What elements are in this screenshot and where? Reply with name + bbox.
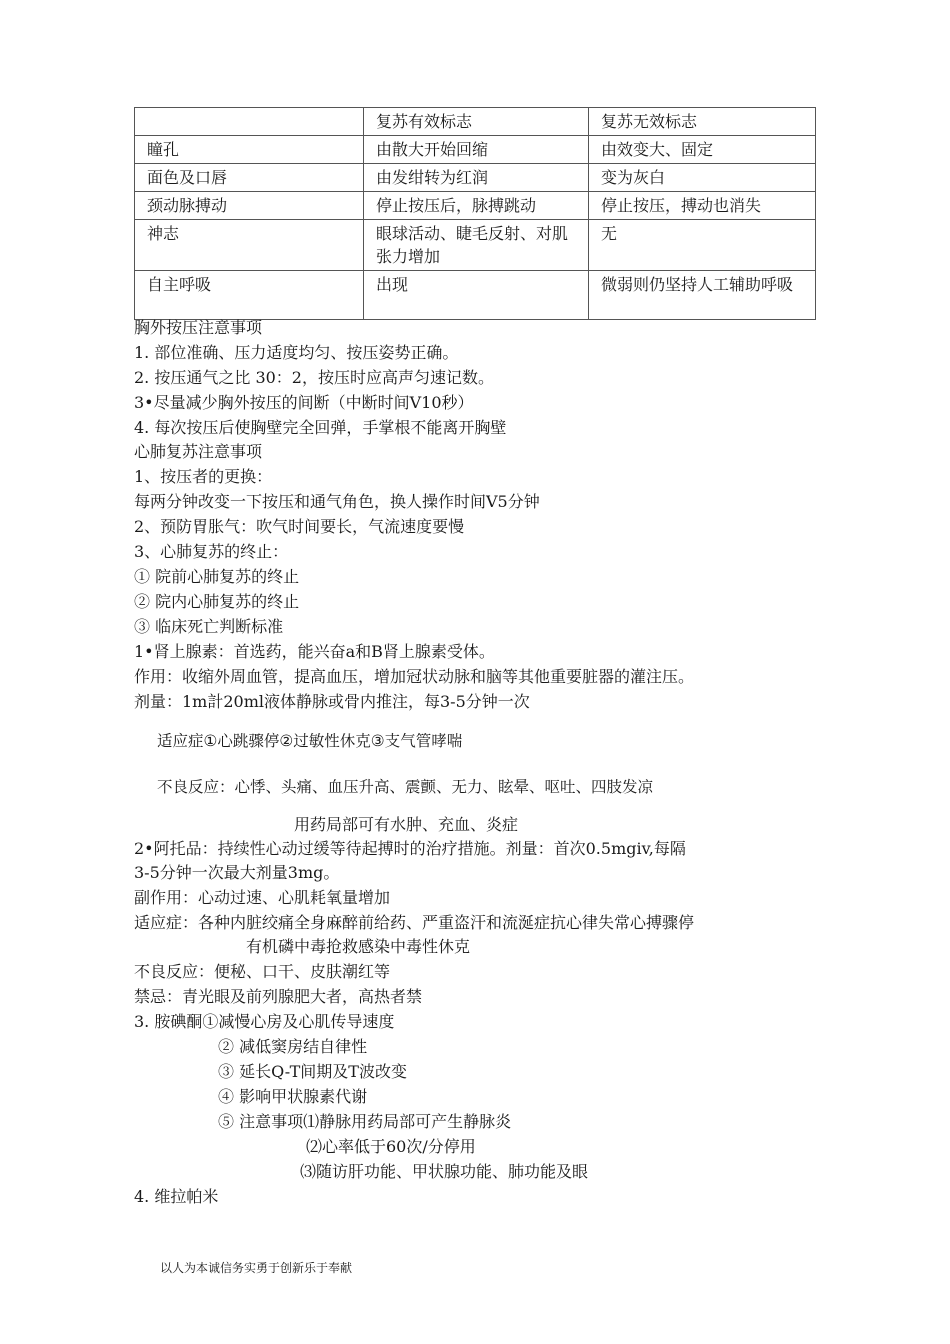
list-item: ⑤ 注意事项⑴静脉用药局部可产生静脉炎 xyxy=(218,1112,512,1131)
table-cell: 复苏有效标志 xyxy=(364,108,589,136)
table-cell: 颈动脉搏动 xyxy=(135,192,364,220)
table-cell: 由效变大、固定 xyxy=(589,136,816,164)
text-line: 用药局部可有水肿、充血、炎症 xyxy=(294,815,519,834)
text-line: 不良反应：心悸、头痛、血压升高、震颤、无力、眩晕、呕吐、四肢发凉 xyxy=(157,778,654,796)
list-item: ⑶随访肝功能、甲状腺功能、肺功能及眼 xyxy=(300,1162,589,1181)
text-line: 适应症：各种内脏绞痛全身麻醉前给药、严重盗汗和流涎症抗心律失常心搏骤停 xyxy=(134,913,695,932)
table-cell: 神志 xyxy=(135,220,364,271)
table-cell: 出现 xyxy=(364,271,589,320)
text-line: 3. 胺碘酮①减慢心房及心肌传导速度 xyxy=(134,1012,395,1031)
list-item: ⑵心率低于60次/分停用 xyxy=(306,1137,476,1156)
table-row xyxy=(135,136,816,164)
table-cell: 由发绀转为红润 xyxy=(364,164,589,192)
table-row xyxy=(135,192,816,220)
text-line: 2. 按压通气之比 30：2，按压时应高声匀速记数。 xyxy=(134,368,494,387)
text-line: 1•肾上腺素：首选药，能兴奋a和B肾上腺素受体。 xyxy=(134,642,495,661)
resuscitation-signs-table xyxy=(134,107,816,320)
table-cell: 变为灰白 xyxy=(589,164,816,192)
table-cell: 微弱则仍坚持人工辅助呼吸 xyxy=(589,271,816,320)
text-line: 1. 部位准确、压力适度均匀、按压姿势正确。 xyxy=(134,343,459,362)
list-item: ② 院内心肺复苏的终止 xyxy=(134,592,300,611)
table-cell: 面色及口唇 xyxy=(135,164,364,192)
text-line: 禁忌：青光眼及前列腺肥大者，高热者禁 xyxy=(134,987,423,1006)
page-footer: 以人为本诚信务实勇于创新乐于奉献 xyxy=(160,1261,353,1275)
list-item: ② 减低窦房结自律性 xyxy=(218,1037,368,1056)
table-cell: 瞳孔 xyxy=(135,136,364,164)
table-cell: 无 xyxy=(589,220,816,271)
table-cell: 停止按压，搏动也消失 xyxy=(589,192,816,220)
text-line: 2•阿托品：持续性心动过缓等待起搏时的治疗措施。剂量：首次0.5mgiv,每隔 xyxy=(134,839,686,858)
section-heading: 心肺复苏注意事项 xyxy=(134,442,263,461)
text-line: 3、心肺复苏的终止： xyxy=(134,542,289,561)
text-line: 适应症①心跳骤停②过敏性休克③支气管哮喘 xyxy=(157,732,463,750)
table-cell: 停止按压后，脉搏跳动 xyxy=(364,192,589,220)
list-item: ① 院前心肺复苏的终止 xyxy=(134,567,300,586)
text-line: 剂量：1m計20ml液体静脉或骨内推注，每3-5分钟一次 xyxy=(134,692,530,711)
table-cell: 眼球活动、睫毛反射、对肌张力增加 xyxy=(364,220,589,271)
table-header-row xyxy=(135,108,816,136)
text-line: 1、按压者的更换： xyxy=(134,467,273,486)
text-line: 2、预防胃胀气：吹气时间要长，气流速度要慢 xyxy=(134,517,465,536)
text-line: 副作用：心动过速、心肌耗氧量增加 xyxy=(134,888,391,907)
table-cell xyxy=(135,108,364,136)
section-heading: 胸外按压注意事项 xyxy=(134,318,263,337)
list-item: ③ 延长Q-T间期及T波改变 xyxy=(218,1062,407,1081)
text-line: 4. 每次按压后使胸壁完全回弹，手掌根不能离开胸壁 xyxy=(134,418,507,437)
table-cell: 由散大开始回缩 xyxy=(364,136,589,164)
list-item: ④ 影响甲状腺素代谢 xyxy=(218,1087,368,1106)
table-row xyxy=(135,164,816,192)
table-cell: 自主呼吸 xyxy=(135,271,364,320)
table-cell: 复苏无效标志 xyxy=(589,108,816,136)
text-line: 3-5分钟一次最大剂量3mg。 xyxy=(134,863,340,882)
text-line: 4. 维拉帕米 xyxy=(134,1187,219,1206)
text-line: 每两分钟改变一下按压和通气角色，换人操作时间V5分钟 xyxy=(134,492,540,511)
table-row xyxy=(135,271,816,320)
text-line: 作用：收缩外周血管，提高血压，增加冠状动脉和脑等其他重要脏器的灌注压。 xyxy=(134,667,695,686)
text-line: 3•尽量减少胸外按压的间断（中断时间V10秒） xyxy=(134,393,474,412)
table-row xyxy=(135,220,816,271)
list-item: ③ 临床死亡判断标准 xyxy=(134,617,284,636)
text-line: 不良反应：便秘、口干、皮肤潮红等 xyxy=(134,962,391,981)
text-line: 有机磷中毒抢救感染中毒性休克 xyxy=(246,937,471,956)
